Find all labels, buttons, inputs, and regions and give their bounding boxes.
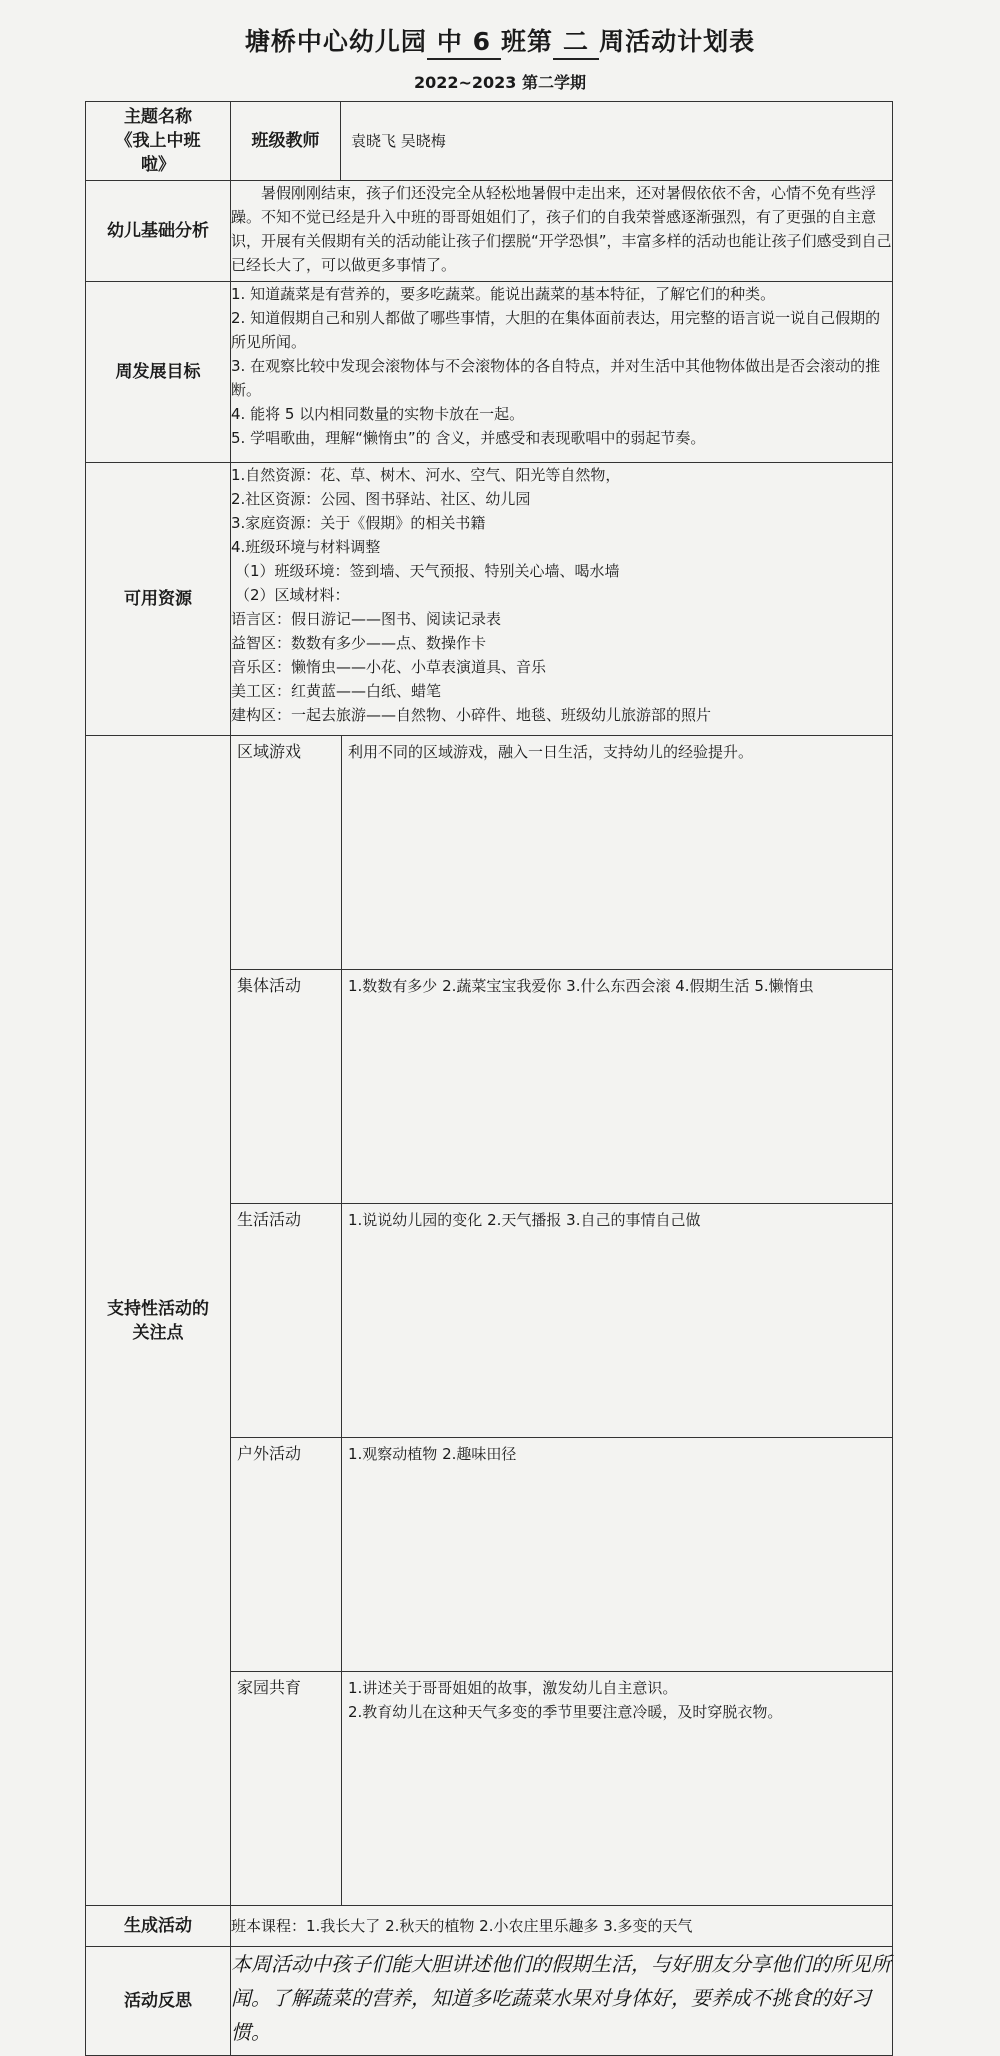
- title-class-suffix: 班第: [501, 27, 554, 56]
- reflection-text: 本周活动中孩子们能大胆讲述他们的假期生活，与好朋友分享他们的所见所闻。了解蔬菜的营养，知道多吃蔬菜水果对身体好，要养成不挑食的好习惯。: [231, 1947, 893, 2056]
- page-title: [0, 22, 1000, 60]
- resource-line: 4.班级环境与材料调整: [231, 538, 381, 556]
- support-item-text: 利用不同的区域游戏，融入一日生活，支持幼儿的经验提升。: [342, 736, 893, 970]
- title-suffix: 周活动计划表: [599, 27, 756, 56]
- resources-label: 可用资源: [86, 463, 231, 736]
- goals-label: 周发展目标: [86, 282, 231, 463]
- goals-row: [86, 282, 893, 463]
- support-item-text: 1.讲述关于哥哥姐姐的故事，激发幼儿自主意识。 2.教育幼儿在这种天气多变的季节里要注意冷暖，及时穿脱衣物。: [348, 1679, 783, 1721]
- resource-line: 建构区：一起去旅游——自然物、小碎件、地毯、班级幼儿旅游部的照片: [231, 706, 712, 724]
- support-table: [231, 736, 892, 1905]
- resource-line: 3.家庭资源：关于《假期》的相关书籍: [231, 514, 486, 532]
- goal-item: 2. 知道假期自己和别人都做了哪些事情，大胆的在集体面前表达，用完整的语言说一说自己假期的所见所闻。: [231, 309, 881, 351]
- goal-item: 1. 知道蔬菜是有营养的，要多吃蔬菜。能说出蔬菜的基本特征，了解它们的种类。: [231, 285, 776, 303]
- week-number-field: 二: [553, 22, 599, 60]
- reflection-row: [86, 1947, 893, 2056]
- resource-line: 美工区：红黄蓝——白纸、蜡笔: [231, 682, 442, 700]
- reflection-label: 活动反思: [86, 1947, 231, 2056]
- resources-list: [231, 463, 893, 736]
- analysis-row: [86, 181, 893, 282]
- support-item-name: 户外活动: [231, 1438, 342, 1672]
- support-label: 支持性活动的 关注点: [86, 736, 231, 1906]
- support-item-name: 集体活动: [231, 970, 342, 1204]
- analysis-text: 暑假刚刚结束，孩子们还没完全从轻松地暑假中走出来，还对暑假依依不舍，心情不免有些浮躁。不知不觉已经是升入中班的哥哥姐姐们了，孩子们的自我荣誉感逐渐强烈，有了更强的自主意识，开展有关假期有关的活动能让孩子们摆脱“开学恐惧”，丰富多样的活动也能让孩子们感受到自己已经长大了，可以做更多事情了。: [231, 181, 893, 282]
- theme-row: [86, 102, 893, 181]
- support-item-text: 1.数数有多少 2.蔬菜宝宝我爱你 3.什么东西会滚 4.假期生活 5.懒惰虫: [342, 970, 893, 1204]
- support-item-name: 家园共育: [231, 1672, 342, 1906]
- resource-line: 益智区：数数有多少——点、数操作卡: [231, 634, 487, 652]
- goal-item: 4. 能将 5 以内相同数量的实物卡放在一起。: [231, 405, 525, 423]
- support-item-text: 1.说说幼儿园的变化 2.天气播报 3.自己的事情自己做: [342, 1204, 893, 1438]
- goal-item: 3. 在观察比较中发现会滚物体与不会滚物体的各自特点，并对生活中其他物体做出是否会滚动的推断。: [231, 357, 881, 399]
- resource-line: 语言区：假日游记——图书、阅读记录表: [231, 610, 502, 628]
- goals-list: [231, 282, 893, 463]
- support-item: [231, 970, 892, 1204]
- teacher-label: 班级教师: [231, 102, 341, 181]
- support-item: [231, 1672, 892, 1906]
- class-name-field: 中 6: [427, 22, 501, 60]
- support-cell: [231, 736, 893, 1906]
- theme-label: 主题名称 《我上中班 啦》: [86, 102, 231, 181]
- support-item-text: 1.观察动植物 2.趣味田径: [342, 1438, 893, 1672]
- support-item: [231, 736, 892, 970]
- resource-line: 2.社区资源：公园、图书驿站、社区、幼儿园: [231, 490, 531, 508]
- support-item: [231, 1438, 892, 1672]
- resource-line: （1）班级环境：签到墙、天气预报、特别关心墙、喝水墙: [235, 562, 620, 580]
- teacher-names: 袁晓飞 吴晓梅: [341, 102, 893, 181]
- generated-row: [86, 1906, 893, 1947]
- resource-line: 音乐区：懒惰虫——小花、小草表演道具、音乐: [231, 658, 547, 676]
- goal-item: 5. 学唱歌曲，理解“懒惰虫”的 含义，并感受和表现歌唱中的弱起节奏。: [231, 429, 706, 447]
- support-item-name: 生活活动: [231, 1204, 342, 1438]
- resource-line: 1.自然资源：花、草、树木、河水、空气、阳光等自然物，: [231, 466, 621, 484]
- activity-plan-table: [85, 101, 893, 2056]
- support-row: [86, 736, 893, 1906]
- resources-row: [86, 463, 893, 736]
- support-item: [231, 1204, 892, 1438]
- generated-label: 生成活动: [86, 1906, 231, 1947]
- title-school: 塘桥中心幼儿园: [244, 27, 427, 56]
- resource-line: （2）区域材料：: [235, 586, 350, 604]
- term-label: 2022~2023 第二学期: [413, 73, 587, 92]
- generated-text: 班本课程：1.我长大了 2.秋天的植物 2.小农庄里乐趣多 3.多变的天气: [231, 1906, 893, 1947]
- analysis-label: 幼儿基础分析: [86, 181, 231, 282]
- support-item-name: 区域游戏: [231, 736, 342, 970]
